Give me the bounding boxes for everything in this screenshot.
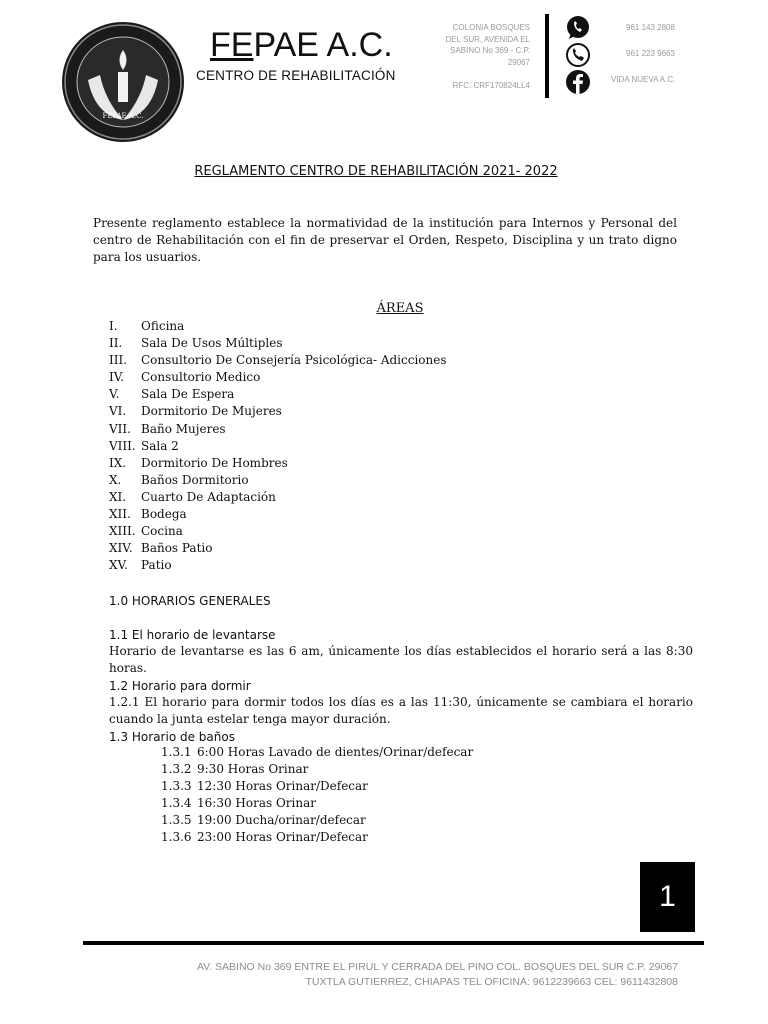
list-item-number: 1.3.2 — [161, 762, 192, 776]
list-item-number: 1.3.5 — [161, 813, 192, 827]
list-item-number: 1.3.3 — [161, 779, 192, 793]
document-title: REGLAMENTO CENTRO DE REHABILITACIÓN 2021- 2022 — [194, 164, 558, 179]
facebook-page: VIDA NUEVA A.C. — [611, 75, 676, 84]
list-item — [161, 744, 473, 761]
list-item — [109, 455, 447, 472]
list-item-text: Cuarto De Adaptación — [141, 489, 276, 504]
list-item-text: Oficina — [141, 319, 185, 333]
list-item-number: II. — [109, 336, 123, 351]
list-item — [109, 489, 447, 506]
list-item-number: XIV. — [109, 541, 133, 556]
organization-subtitle: CENTRO DE REHABILITACIÓN — [196, 68, 396, 83]
list-item-number: VIII. — [109, 438, 136, 453]
list-item — [161, 778, 473, 795]
footer-divider — [83, 941, 704, 945]
organization-logo — [60, 20, 186, 144]
subsection-text-dormir: 1.2.1 El horario para dormir todos los días es a las 11:30, únicamente se cambiara el horario cuando la junta estelar tenga mayor duración. — [109, 695, 693, 726]
organization-name — [210, 26, 393, 65]
list-item-text: Consultorio Medico — [141, 370, 261, 385]
list-item-text: Consultorio De Consejería Psicológica- Adicciones — [141, 353, 447, 368]
list-item-text: Dormitorio De Mujeres — [141, 404, 282, 419]
list-item-text: Sala 2 — [141, 438, 179, 453]
list-item — [161, 761, 473, 778]
organization-name-rest: PAE A.C. — [253, 26, 393, 64]
list-item — [109, 369, 447, 386]
list-item — [109, 506, 447, 523]
list-item-number: IX. — [109, 455, 127, 470]
list-item-number: 1.3.1 — [161, 745, 192, 759]
list-item — [109, 335, 447, 352]
list-item — [109, 438, 447, 455]
list-item-number: VI. — [109, 404, 127, 419]
subsection-heading-dormir: 1.2 Horario para dormir — [109, 679, 251, 693]
list-item — [109, 318, 447, 335]
list-item-text: Patio — [141, 558, 172, 573]
list-item-text: 19:00 Ducha/orinar/defecar — [197, 813, 366, 827]
list-item-number: I. — [109, 319, 118, 333]
organization-name-prefix: FE — [210, 26, 254, 64]
list-item-text: Baños Dormitorio — [141, 472, 249, 487]
list-item-number: XII. — [109, 507, 131, 522]
list-item-text: 12:30 Horas Orinar/Defecar — [197, 779, 368, 793]
areas-heading: ÁREAS — [376, 301, 424, 316]
header-divider — [545, 14, 549, 98]
list-item-text: 9:30 Horas Orinar — [197, 762, 309, 776]
list-item-number: 1.3.6 — [161, 830, 192, 844]
list-item-text: Cocina — [141, 524, 183, 539]
list-item-number: V. — [109, 387, 120, 402]
header-rfc: RFC: CRF170824LL4 — [452, 81, 530, 90]
list-item — [161, 829, 473, 846]
list-item-text: 23:00 Horas Orinar/Defecar — [197, 830, 368, 844]
list-item — [109, 557, 447, 574]
subsection-heading-banos: 1.3 Horario de baños — [109, 730, 235, 744]
list-item-number: IV. — [109, 370, 125, 385]
list-item — [109, 403, 447, 420]
list-item-number: 1.3.4 — [161, 796, 192, 810]
whatsapp-icon — [565, 15, 591, 41]
section-heading-horarios: 1.0 HORARIOS GENERALES — [109, 594, 271, 608]
bathroom-schedule-list — [161, 744, 473, 846]
list-item-text: Sala De Usos Múltiples — [141, 336, 283, 351]
list-item — [161, 812, 473, 829]
footer-contact: TUXTLA GUTIERREZ, CHIAPAS TEL OFICINA: 9612239663 CEL: 9611432808 — [305, 976, 678, 988]
phone-icon — [565, 42, 591, 68]
facebook-icon — [565, 69, 591, 95]
list-item-text: Bodega — [141, 507, 187, 522]
logo-caption-text: FEPAE A.C. — [102, 112, 144, 120]
areas-list — [109, 318, 447, 574]
list-item — [109, 352, 447, 369]
phone-number: 961 223 9663 — [626, 49, 675, 58]
list-item-text: 6:00 Horas Lavado de dientes/Orinar/defecar — [197, 745, 474, 759]
list-item — [109, 472, 447, 489]
subsection-text-levantarse: Horario de levantarse es las 6 am, únicamente los días establecidos el horario será a las 8:30 horas. — [109, 644, 693, 675]
page-number: 1 — [640, 862, 695, 932]
list-item — [109, 540, 447, 557]
list-item-text: Baño Mujeres — [141, 421, 226, 436]
list-item-number: XIII. — [109, 524, 136, 539]
list-item-text: Dormitorio De Hombres — [141, 455, 288, 470]
list-item-number: XI. — [109, 489, 127, 504]
footer-address: AV. SABINO No 369 ENTRE EL PIRUL Y CERRADA DEL PINO COL. BOSQUES DEL SUR C.P. 29067 — [196, 961, 678, 973]
list-item-number: X. — [109, 472, 122, 487]
list-item-text: Baños Patio — [141, 541, 213, 556]
list-item — [109, 386, 447, 403]
list-item — [109, 421, 447, 438]
intro-paragraph: Presente reglamento establece la normatividad de la institución para Internos y Personal del centro de Rehabilitación con el fin de preservar el Orden, Respeto, Disciplina y un trato digno para los usuarios. — [93, 216, 677, 264]
list-item-number: III. — [109, 353, 128, 368]
list-item-text: Sala De Espera — [141, 387, 235, 402]
list-item — [161, 795, 473, 812]
list-item-number: VII. — [109, 421, 131, 436]
list-item — [109, 523, 447, 540]
subsection-heading-levantarse: 1.1 El horario de levantarse — [109, 628, 276, 642]
header-address: COLONIA BOSQUES DEL SUR, AVENIDA EL SABINO No 369 - C.P. 29067 — [445, 23, 530, 67]
whatsapp-number: 961 143 2808 — [626, 23, 675, 32]
list-item-number: XV. — [109, 558, 128, 573]
list-item-text: 16:30 Horas Orinar — [197, 796, 316, 810]
